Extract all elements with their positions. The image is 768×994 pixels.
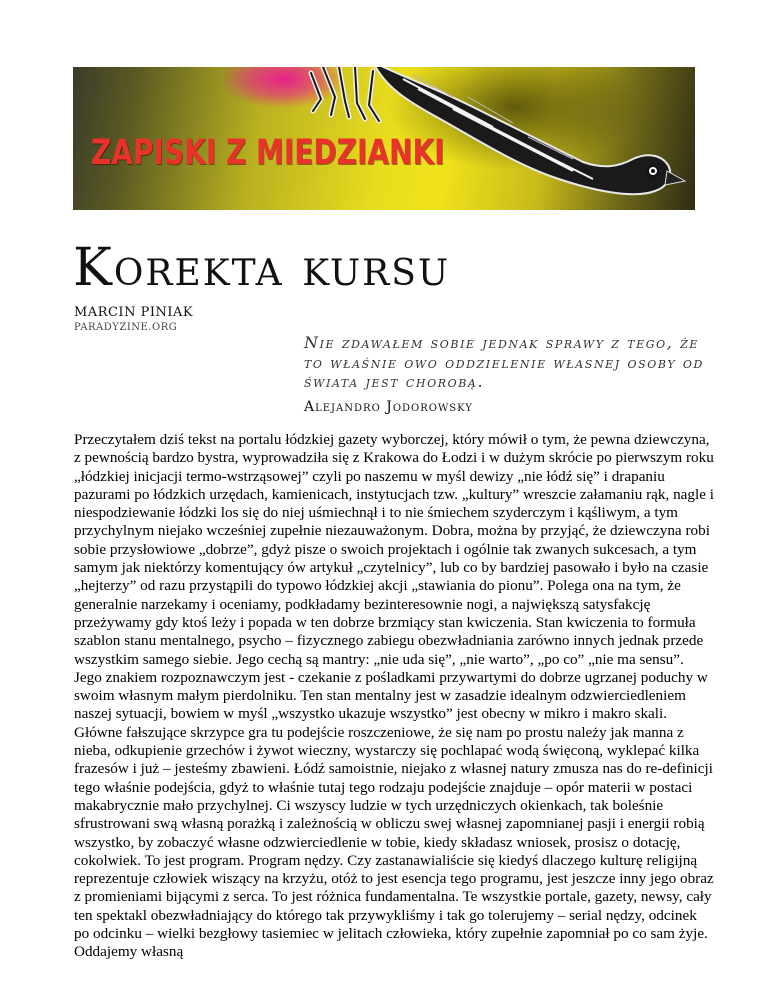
header-banner — [73, 67, 695, 210]
banner-title: ZAPISKI Z MIEDZIANKI — [91, 133, 445, 173]
article-source: PARADYZINE.ORG — [74, 322, 178, 333]
article-title: Korekta kursu — [73, 238, 451, 298]
article-body: Przeczytałem dziś tekst na portalu łódzkiej gazety wyborczej, który mówił o tym, że pewna dziewczyna, z pewnością bardzo bystra, wyprowadziła się z Krakowa do Łodzi i w dużym skrócie po pierwszym roku „łódzkiej inicjacji termo-wstrząsowej” czyli po naszemu w myśl dewizy „nie łódź się” i drapaniu pazurami po łódzkich urzędach, kamienicach, instytucjach tzw. „kultury” wreszcie załamaniu rąk, nagle i niespodziewanie łódzki los się do niej uśmiechnął i to nie śmiechem szyderczym i kąśliwym, a tym przychylnym niejako wcześniej zupełnie niezauważonym. Dobra, można by przyjąć, że dziewczyna robi sobie przysłowiowe „dobrze”, gdyż pisze o swoich projektach i ogólnie tak zwanych sukcesach, a tym samym jak niektórzy komentujący ów artykuł „czytelnicy”, lub co by bardziej pasowało i było na czasie „hejterzy” od razu przystąpili do typowo łódzkiej akcji „stawiania do pionu”. Polega ona na tym, że generalnie narzekamy i oceniamy, podkładamy bezinteresownie nogi, a największą satysfakcję przeżywamy gdy ktoś leży i popada w ten dobrze brzmiący stan kwiczenia. Stan kwiczenia to formuła szablon stanu mentalnego, psycho – fizycznego zabiegu obezwładniania zarówno innych jednak przede wszystkim samego siebie. Jego cechą są mantry: „nie uda się”, „nie warto”, „po co” „nie ma sensu”. Jego znakiem rozpoznawczym jest - czekanie z pośladkami przywartymi do dobrze ugrzanej poduchy w swoim własnym małym pierdolniku. Ten stan mentalny jest w zasadzie idealnym odzwierciedleniem naszej sytuacji, bowiem w myśl „wszystko ukazuje wszystko” jest obecny w mikro i makro skali. Główne fałszujące skrzypce gra tu podejście roszczeniowe, że się nam po prostu należy jak manna z nieba, odkupienie grzechów i żywot wieczny, wystarczy się pochlapać wodą święconą, wyklepać kilka frazesów i już – jesteśmy zbawieni. Łódź samoistnie, niejako z własnej natury zmusza nas do re-definicji tego właśnie podejścia, gdyż to właśnie tutaj tego rodzaju podejście znajduje – opór materii w postaci makabrycznie mało przychylnej. Ci wszyscy ludzie w tych urzędniczych okienkach, tak boleśnie sfrustrowani swą własną porażką i zależnością w obliczu swej własnej zapomnianej pasji i energii robią wszystko, by zobaczyć własne odzwierciedlenie w tobie, kiedy składasz wniosek, prosisz o dotację, cokolwiek. To jest program. Program nędzy. Czy zastanawialiście się kiedyś dlaczego kulturę religijną reprezentuje człowiek wiszący na krzyżu, otóż to jest esencja tego programu, jest jeszcze inny jego obraz z promieniami bijącymi z serca. To jest różnica fundamentalna. Te wszystkie portale, gazety, newsy, cały ten spektakl obezwładniający do którego tak przywykliśmy i tak go tolerujemy – serial nędzy, odcinek po odcinku – wielki bezgłowy tasiemiec w jelitach człowieka, który zupełnie zapomniał po co sam żyje. Oddajemy własną — [74, 431, 714, 961]
article-author: MARCIN PINIAK — [74, 305, 194, 320]
epigraph-quote: Nie zdawałem sobie jednak sprawy z tego, że to właśnie owo oddzielenie własnej osoby od świata jest chorobą. — [304, 333, 704, 391]
epigraph-author: Alejandro Jodorowsky — [304, 399, 473, 415]
